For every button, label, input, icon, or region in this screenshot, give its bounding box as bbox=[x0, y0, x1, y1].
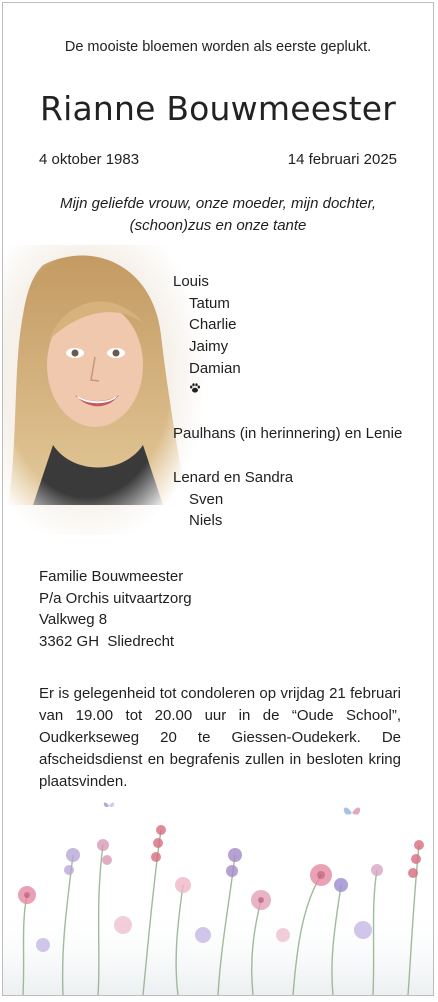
child-name: Jaimy bbox=[189, 338, 229, 356]
paw-icon bbox=[173, 380, 402, 402]
address-line: 3362 GH Sliedrecht bbox=[39, 632, 175, 650]
address-line: P/a Orchis uitvaartzorg bbox=[39, 589, 192, 607]
child-name: Tatum bbox=[189, 294, 230, 312]
spouse-name: Louis bbox=[173, 273, 209, 290]
condolence-notice: Er is gelegenheid tot condoleren op vrijdag 21 februari van 19.00 tot 20.00 uur in de “Oude School”, Oudkerkseweg 20 te Giessen-Oudekerk. De afscheidsdienst en begrafenis zullen in besloten kring plaatsvinden. bbox=[39, 685, 401, 790]
nephew-name: Niels bbox=[189, 512, 223, 530]
dedication bbox=[23, 193, 413, 237]
nephew-name: Sven bbox=[189, 490, 224, 508]
address-line: Familie Bouwmeester bbox=[39, 568, 184, 585]
death-notice-card bbox=[2, 2, 434, 996]
wildflower-decoration bbox=[3, 785, 434, 995]
parents-names: Paulhans (in herinnering) en Lenie bbox=[173, 425, 403, 443]
address-line: Valkweg 8 bbox=[39, 611, 108, 628]
child-name: Charlie bbox=[189, 316, 237, 334]
correspondence-address bbox=[39, 566, 192, 652]
dedication-line-1: Mijn geliefde vrouw, onze moeder, mijn dochter, bbox=[59, 195, 376, 212]
death-date: 14 februari 2025 bbox=[287, 151, 397, 168]
deceased-name: Rianne Bouwmeester bbox=[39, 89, 397, 128]
sibling-names: Lenard en Sandra bbox=[173, 468, 294, 486]
dedication-line-2: (schoon)zus en onze tante bbox=[129, 217, 307, 234]
child-name: Damian bbox=[189, 359, 241, 377]
family-list bbox=[173, 271, 402, 532]
header-quote: De mooiste bloemen worden als eerste geplukt. bbox=[64, 39, 372, 55]
birth-date: 4 oktober 1983 bbox=[39, 151, 140, 168]
